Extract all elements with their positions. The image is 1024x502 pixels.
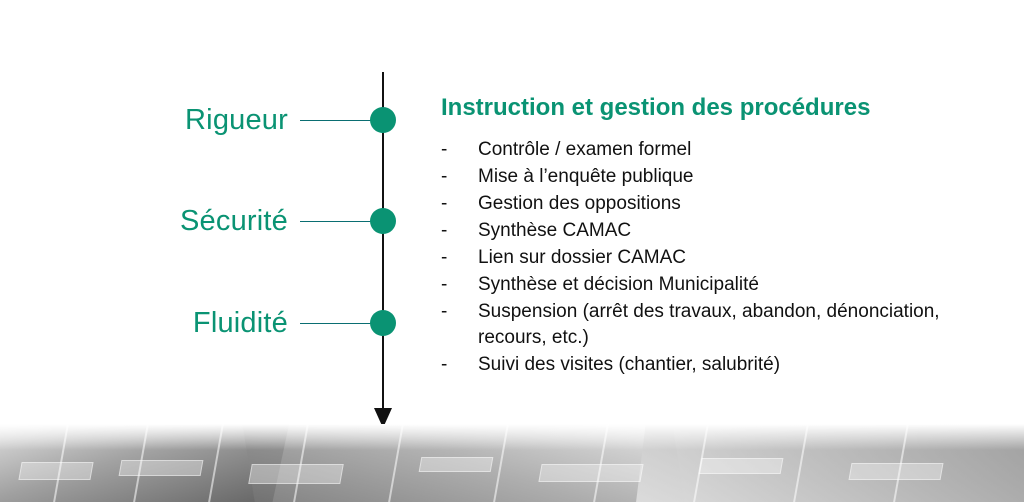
list-item-label: Suivi des visites (chantier, salubrité) (478, 354, 781, 375)
bullet-marker: - (441, 274, 448, 295)
list-item-label: Suspension (arrêt des travaux, abandon, dénonciation, recours, etc.) (478, 301, 940, 348)
band-block (699, 458, 784, 474)
list-item-label: Lien sur dossier CAMAC (478, 247, 687, 268)
pillar-label-3: Fluidité (192, 307, 288, 339)
pillar-label-1: Rigueur (185, 104, 288, 136)
bullet-list (441, 137, 981, 378)
bullet-marker: - (441, 166, 448, 187)
bullet-marker: - (441, 301, 448, 322)
list-item-label: Synthèse CAMAC (478, 220, 632, 241)
list-item (441, 245, 981, 271)
band-block (119, 460, 204, 476)
band-block (419, 457, 494, 472)
band-block (18, 462, 93, 480)
list-item-label: Contrôle / examen formel (478, 139, 692, 160)
list-item (441, 272, 981, 298)
list-item-label: Mise à l’enquête publique (478, 166, 694, 187)
bullet-marker: - (441, 139, 448, 160)
connector-line-rigueur (300, 120, 372, 121)
list-item (441, 137, 981, 163)
list-item (441, 191, 981, 217)
content-block (441, 93, 981, 379)
connector-line-fluidite (300, 323, 372, 324)
list-item (441, 218, 981, 244)
list-item-label: Synthèse et décision Municipalité (478, 274, 759, 295)
list-item (441, 299, 981, 351)
content-title: Instruction et gestion des procédures (441, 94, 871, 121)
band-block (538, 464, 643, 482)
band-fade (0, 424, 1024, 450)
timeline-node-icon-3 (370, 310, 396, 336)
band-block (248, 464, 344, 484)
timeline-node-icon-2 (370, 208, 396, 234)
bullet-marker: - (441, 247, 448, 268)
bullet-marker: - (441, 354, 448, 375)
list-item (441, 352, 981, 378)
connector-line-securite (300, 221, 372, 222)
list-item-label: Gestion des oppositions (478, 193, 681, 214)
pillar-label-2: Sécurité (180, 205, 288, 237)
list-item (441, 164, 981, 190)
bullet-marker: - (441, 193, 448, 214)
timeline-node-icon-1 (370, 107, 396, 133)
band-block (849, 463, 944, 480)
decorative-bottom-band (0, 424, 1024, 502)
bullet-marker: - (441, 220, 448, 241)
